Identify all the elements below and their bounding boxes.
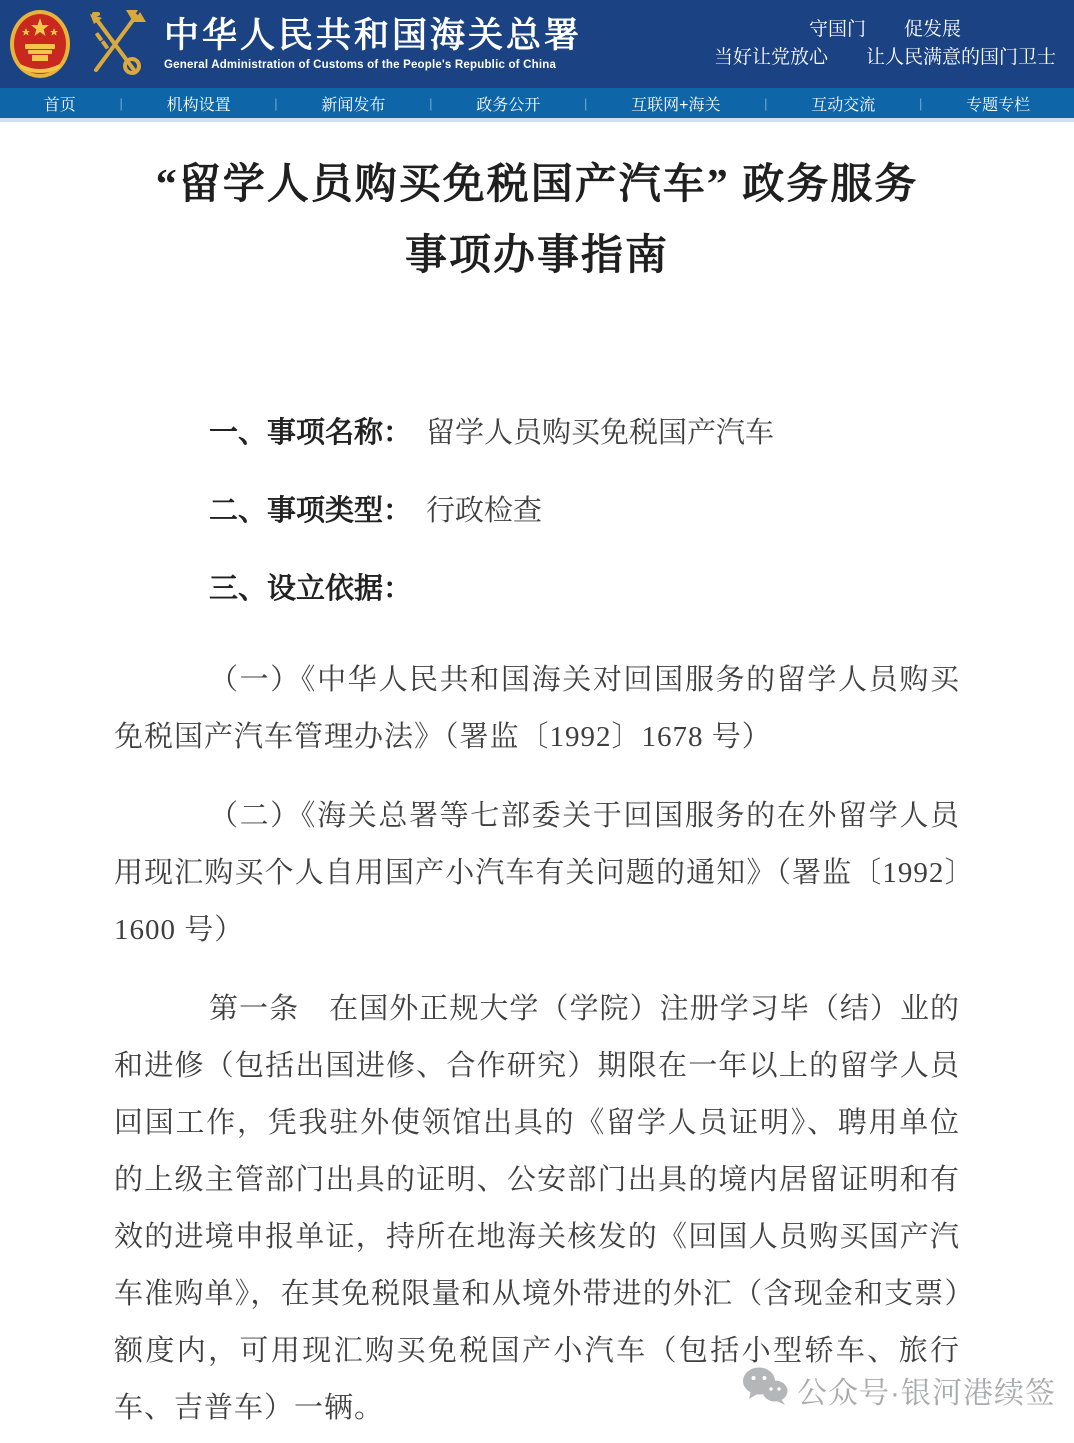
nav-item-news[interactable]: 新闻发布 xyxy=(321,96,386,114)
header-slogan xyxy=(714,16,1060,72)
slogan-line-2: 当好让党放心 让人民满意的国门卫士 xyxy=(713,47,1056,68)
nav-item-organization[interactable]: 机构设置 xyxy=(166,96,231,114)
para-basis-2: （二）《海关总署等七部委关于回国服务的在外留学人员用现汇购买个人自用国产小汽车有关问题的通知》（署监〔1992〕1600 号） xyxy=(114,800,960,946)
nav-separator: | xyxy=(583,95,588,111)
nav-item-gov-affairs[interactable]: 政务公开 xyxy=(476,96,541,114)
logo-group xyxy=(8,8,582,80)
nav-separator: | xyxy=(119,95,123,111)
customs-key-icon xyxy=(82,8,148,80)
document-content xyxy=(0,418,1074,1437)
section-item-name-label: 一、事项名称： xyxy=(209,417,413,449)
org-name-en: General Administration of Customs of the People's Republic of China xyxy=(164,59,557,72)
site-header xyxy=(0,0,1074,88)
section-item-name-value: 留学人员购买免税国产汽车 xyxy=(426,417,775,449)
slogan-line-1: 守国门 促发展 xyxy=(808,19,961,40)
org-name-zh: 中华人民共和国海关总署 xyxy=(164,15,583,55)
section-item-type-value: 行政检查 xyxy=(426,495,543,527)
document-title-line-1: “留学人员购买免税国产汽车” 政务服务 xyxy=(155,162,919,208)
section-item-name xyxy=(114,418,960,448)
nav-separator: | xyxy=(274,95,278,111)
watermark-label: 公众号·银河港续签 xyxy=(797,1377,1056,1410)
document-title-line-2: 事项办事指南 xyxy=(404,233,669,279)
section-item-type-label: 二、事项类型： xyxy=(209,495,413,527)
nav-separator: | xyxy=(429,95,433,111)
national-emblem-icon xyxy=(8,8,72,80)
nav-separator: | xyxy=(764,95,768,111)
section-legal-basis xyxy=(114,574,960,604)
nav-item-special-topics[interactable]: 专题专栏 xyxy=(966,96,1031,114)
document-body xyxy=(0,122,1074,1437)
main-nav xyxy=(0,88,1074,122)
para-basis-1: （一）《中华人民共和国海关对回国服务的留学人员购买免税国产汽车管理办法》（署监〔1992〕1678 号） xyxy=(114,664,960,753)
nav-item-internet-customs[interactable]: 互联网+海关 xyxy=(631,96,721,114)
para-article-1: 第一条 在国外正规大学（学院）注册学习毕（结）业的和进修（包括出国进修、合作研究）期限在一年以上的留学人员回国工作，凭我驻外使领馆出具的《留学人员证明》、聘用单位的上级主管部门出具的证明、公安部门出具的境内居留证明和有效的进境申报单证，持所在地海关核发的《回国人员购买国产汽车准购单》，在其免税限量和从境外带进的外汇（含现金和支票）额度内，可用现汇购买免税国产小汽车（包括小型轿车、旅行车、吉普车）一辆。 xyxy=(114,993,960,1424)
section-legal-basis-label: 三、设立依据： xyxy=(209,573,413,605)
document-title xyxy=(0,122,1074,288)
org-title-block xyxy=(164,17,582,72)
section-item-type xyxy=(114,496,960,526)
nav-separator: | xyxy=(919,95,923,111)
nav-item-home[interactable]: 首页 xyxy=(43,96,76,114)
nav-item-interaction[interactable]: 互动交流 xyxy=(811,96,876,114)
